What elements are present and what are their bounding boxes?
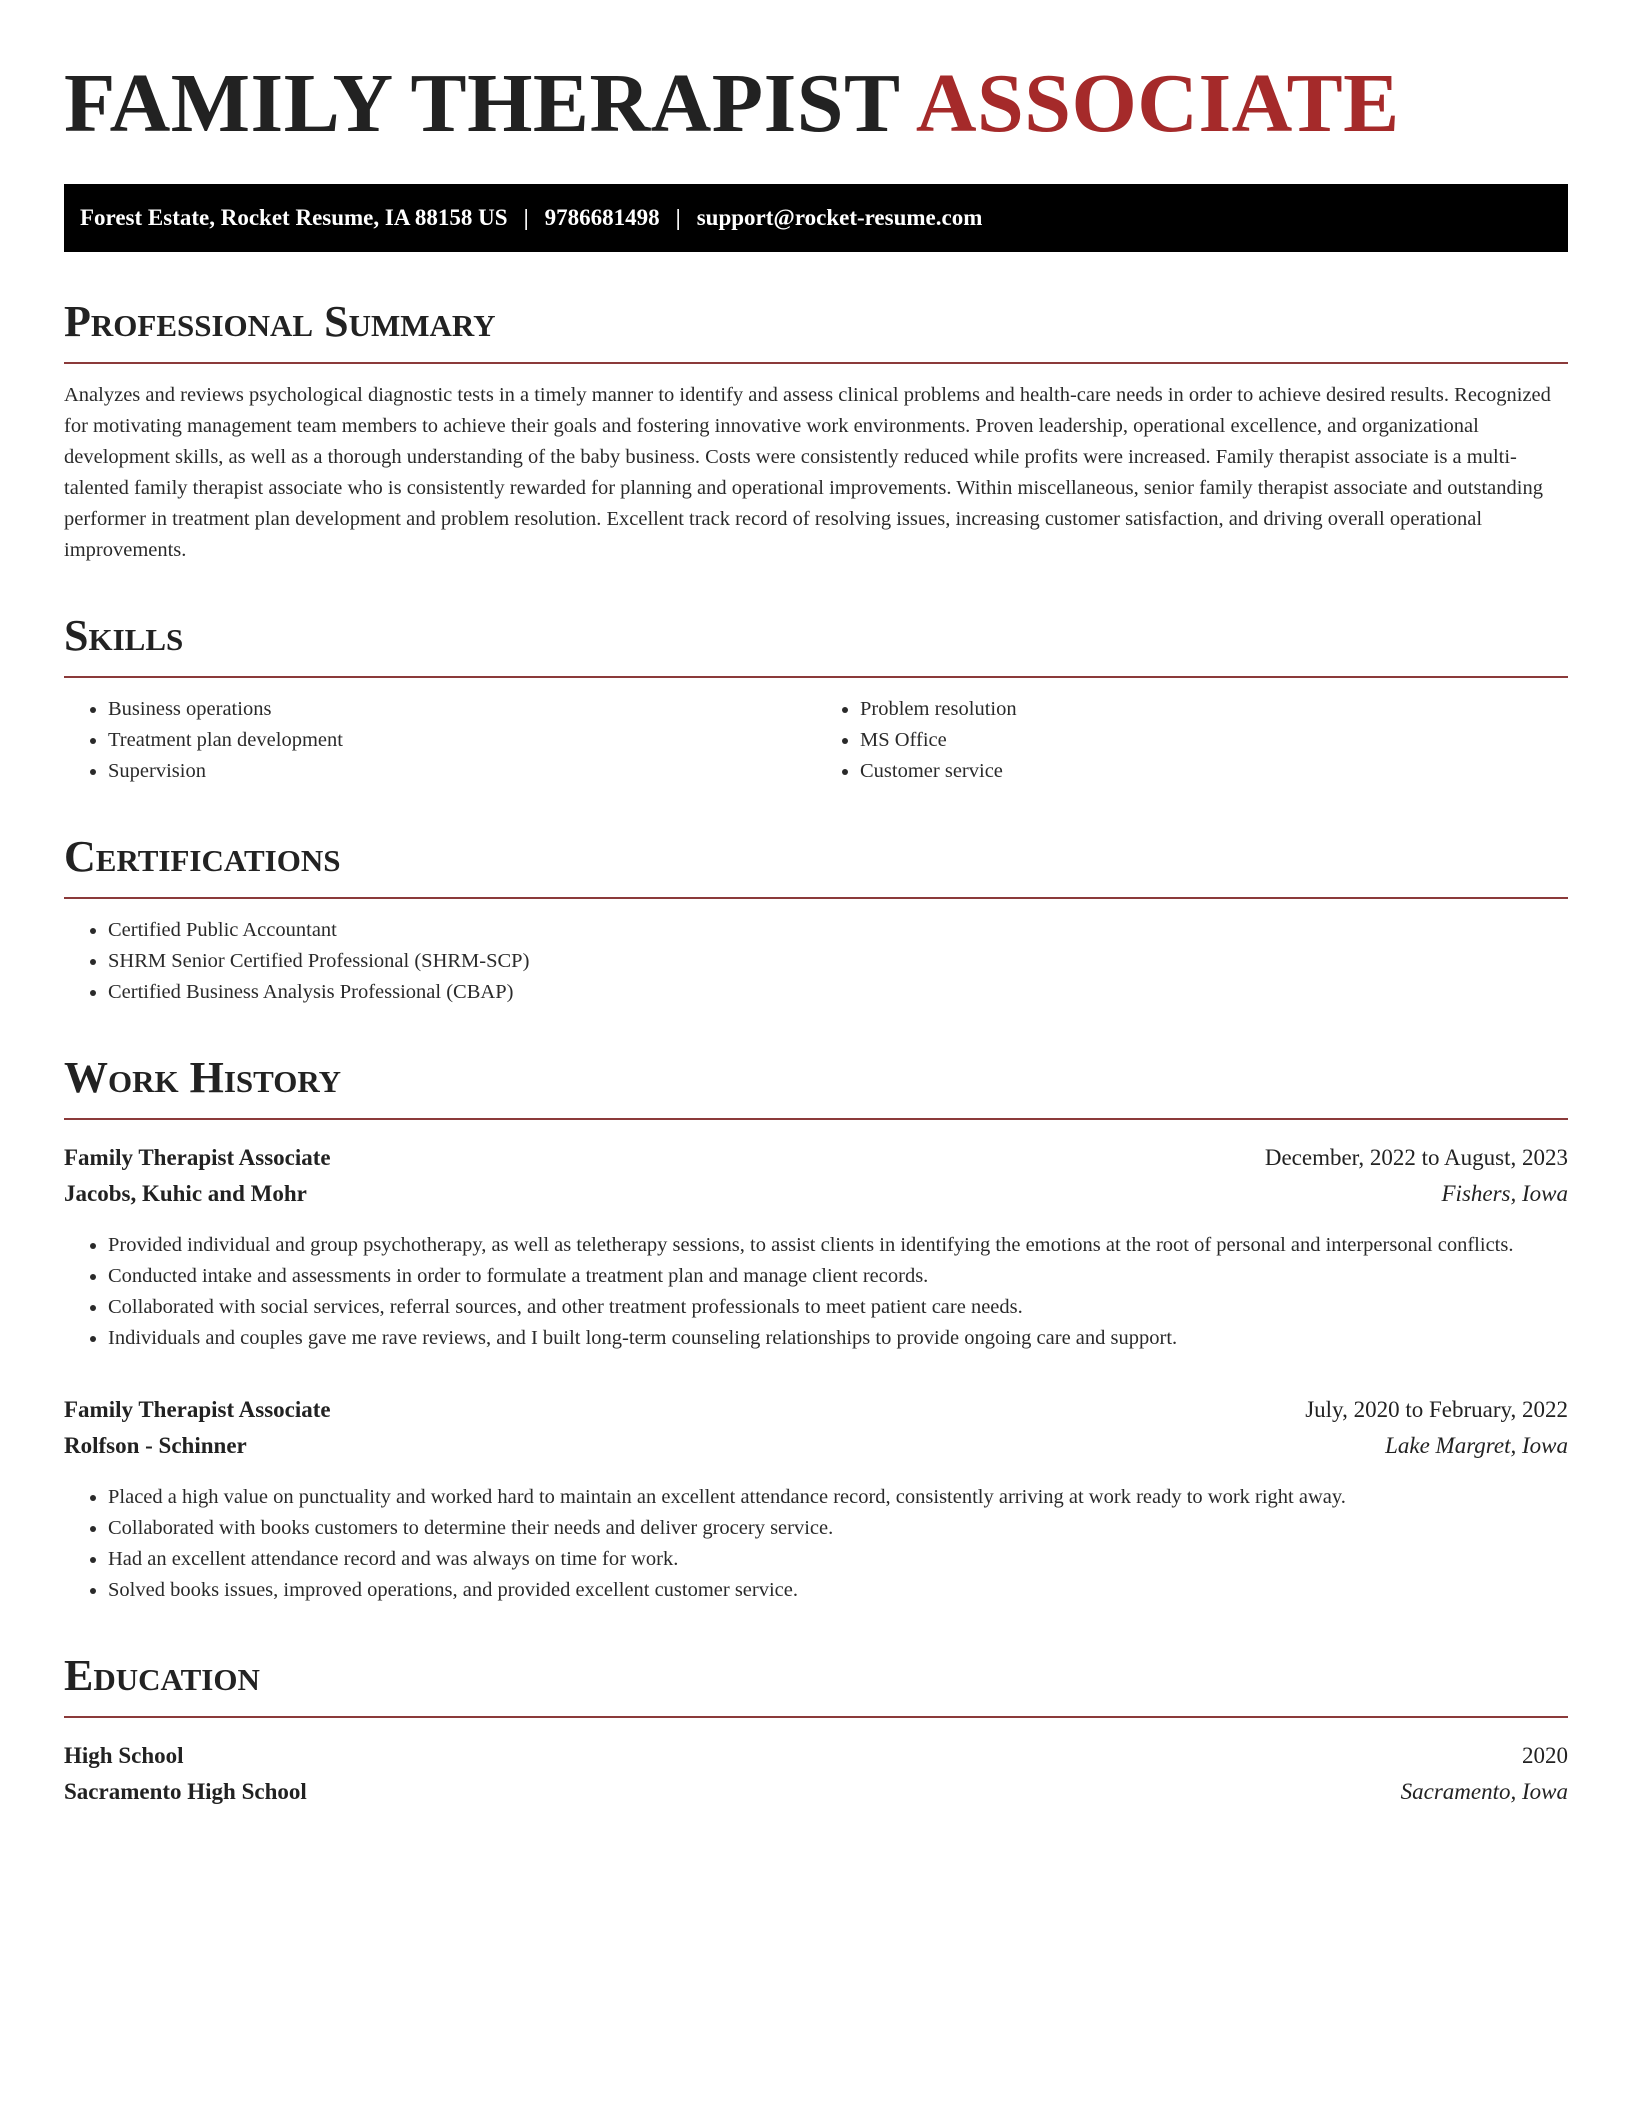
- certification-item: • Certified Business Analysis Professional (CBAP): [108, 977, 1568, 1008]
- job-header-row: [64, 1140, 1568, 1176]
- certifications-list: [64, 915, 1568, 1008]
- certification-item: • SHRM Senior Certified Professional (SHRM-SCP): [108, 946, 1568, 977]
- contact-separator: |: [675, 205, 681, 230]
- summary-text: Analyzes and reviews psychological diagnostic tests in a timely manner to identify and assess clinical problems and health-care needs in order to achieve desired results. Recognized for motivating management team members to achieve their goals and fostering innovative work environments. Proven leadership, operational excellence, and organizational development skills, as well as a thorough understanding of the baby business. Costs were consistently reduced while profits were increased. Family therapist associate is a multi-talented family therapist associate who is consistently rewarded for planning and operational improvements. Within miscellaneous, senior family therapist associate and outstanding performer in treatment plan development and problem resolution. Excellent track record of resolving issues, increasing customer satisfaction, and driving overall operational improvements.: [64, 384, 1551, 561]
- job-bullet: • Collaborated with books customers to determine their needs and deliver grocery service.: [108, 1513, 1568, 1544]
- education-degree-row: [64, 1738, 1568, 1774]
- job-location: Lake Margret, Iowa: [1385, 1433, 1568, 1458]
- job-bullets: [64, 1230, 1568, 1354]
- job-dates: July, 2020 to February, 2022: [1305, 1397, 1568, 1422]
- job-bullets: [64, 1482, 1568, 1606]
- certifications-title: Certifications: [64, 831, 1568, 899]
- education-degree: High School: [64, 1743, 184, 1768]
- job-bullet: • Provided individual and group psychotherapy, as well as teletherapy sessions, to assist clients in identifying the emotions at the root of personal and interpersonal conflicts.: [108, 1230, 1568, 1261]
- job-bullet: • Conducted intake and assessments in order to formulate a treatment plan and manage client records.: [108, 1261, 1568, 1292]
- education-section: [64, 1650, 1568, 1810]
- work-section: [64, 1052, 1568, 1606]
- job-company-row: [64, 1428, 1568, 1464]
- job-bullet: • Collaborated with social services, referral sources, and other treatment professionals to meet patient care needs.: [108, 1292, 1568, 1323]
- job-company-row: [64, 1176, 1568, 1212]
- contact-phone[interactable]: 9786681498: [544, 205, 660, 230]
- skills-title: Skills: [64, 610, 1568, 678]
- work-title: Work History: [64, 1052, 1568, 1120]
- contact-bar: [64, 184, 1568, 252]
- skills-section: [64, 610, 1568, 787]
- education-entry: [64, 1738, 1568, 1810]
- skills-list-left: [64, 694, 816, 787]
- contact-separator: |: [523, 205, 529, 230]
- summary-section: [64, 296, 1568, 566]
- job-role: Family Therapist Associate: [64, 1397, 331, 1422]
- job-company: Jacobs, Kuhic and Mohr: [64, 1181, 307, 1206]
- skill-item: • Problem resolution: [860, 694, 1568, 725]
- name-last: ASSOCIATE: [915, 57, 1400, 150]
- job-location: Fishers, Iowa: [1441, 1181, 1568, 1206]
- skill-item: • Customer service: [860, 756, 1568, 787]
- certification-item: • Certified Public Accountant: [108, 915, 1568, 946]
- job-role: Family Therapist Associate: [64, 1145, 331, 1170]
- education-school-row: [64, 1774, 1568, 1810]
- job-bullet: • Solved books issues, improved operations, and provided excellent customer service.: [108, 1575, 1568, 1606]
- education-school: Sacramento High School: [64, 1779, 307, 1804]
- job-bullet: • Individuals and couples gave me rave reviews, and I built long-term counseling relationships to provide ongoing care and support.: [108, 1323, 1568, 1354]
- summary-title: Professional Summary: [64, 296, 1568, 364]
- skills-list-right: [816, 694, 1568, 787]
- resume-name: [64, 56, 1568, 152]
- skill-item: • Business operations: [108, 694, 816, 725]
- education-title: Education: [64, 1650, 1568, 1718]
- contact-address: Forest Estate, Rocket Resume, IA 88158 US: [80, 205, 508, 230]
- job-bullet: • Placed a high value on punctuality and worked hard to maintain an excellent attendance record, consistently arriving at work ready to work right away.: [108, 1482, 1568, 1513]
- skill-item: • Treatment plan development: [108, 725, 816, 756]
- job-dates: December, 2022 to August, 2023: [1264, 1145, 1568, 1170]
- education-year: 2020: [1522, 1743, 1568, 1768]
- skill-item: • MS Office: [860, 725, 1568, 756]
- contact-email[interactable]: support@rocket-resume.com: [696, 205, 983, 230]
- job-entry: [64, 1140, 1568, 1354]
- certifications-section: [64, 831, 1568, 1008]
- education-location: Sacramento, Iowa: [1400, 1779, 1568, 1804]
- name-first: FAMILY THERAPIST: [64, 57, 899, 150]
- job-entry: [64, 1392, 1568, 1606]
- job-bullet: • Had an excellent attendance record and was always on time for work.: [108, 1544, 1568, 1575]
- skill-item: • Supervision: [108, 756, 816, 787]
- job-header-row: [64, 1392, 1568, 1428]
- job-company: Rolfson - Schinner: [64, 1433, 247, 1458]
- skills-grid: [64, 694, 1568, 787]
